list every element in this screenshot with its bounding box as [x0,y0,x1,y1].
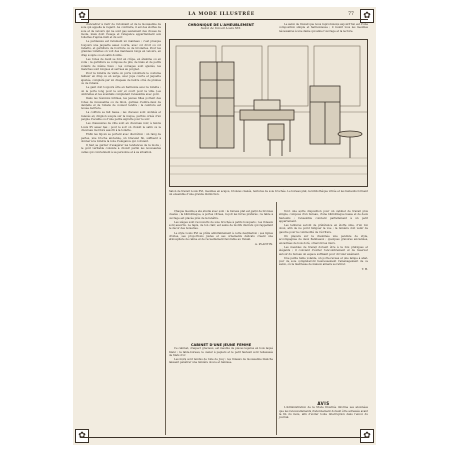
left-paragraph: Pour la toilette de visite on porte volontiers le costume tailleur en drap ou en serge, avec jupe courte et jaquette ajustée, complété par un chapeau de feutre orné de plumes ou de rubans. [81,72,161,86]
left-paragraph: Le gant doit toujours être en harmonie avec la toilette ; on le porte long pour le soir et court pour la ville. Les ombrelles et les éventails complètent l'ensemble avec goût. [81,86,161,96]
article-signature: A. PLANTIN. [254,241,273,246]
article-heading: CHRONIQUE DE L'AMEUBLEMENT [187,23,255,27]
left-paragraph: Dans les réunions intimes, les jeunes filles portent des robes de mousseline ou de linon, garnies d'entre-deux de dentelle et de rubans de couleur tendre ; la ceinture est nouée derrière. [81,97,161,111]
right-column-intro [279,23,368,38]
body-paragraph: Les sièges sont recouverts de soie brochée à petits bouquets ; les rideaux sont assortis. Le tapis, de ton clair, est semé de motifs discrets qui rappellent le décor des boiseries. [169,220,273,231]
left-paragraph: Les chaussures de ville sont en chevreau noir, à talons Louis XV assez bas ; pour le soir on choisit le satin ou le chevreau mordoré assorti à la toilette. [81,122,161,132]
publication-title: LA MODE ILLUSTRÉE [188,11,255,17]
notice-heading: AVIS [317,401,330,406]
left-paragraph: La coiffure se fait basse ; les cheveux sont ondulés et relevés en chignon souple sur la nuque, parfois ornés d'un peigne d'écaille ou d'une petite aigrette pour le soir. [81,111,161,122]
right-signature: T. B. [361,266,368,271]
secondary-article [169,343,273,366]
body-paragraph: Chaque meuble a été étudié avec soin : le bureau plat est garni de bronzes ciselés ; la bibliothèque, à portes vitrées, reçoit les livres préférés ; la table à ouvrage est placée près de la fenêtre. [169,210,273,220]
left-paragraph: d'encadrer à ravir de l'étonnant et de la mousseline de soie qui appelle le regard. Au contraire, il est des étoffes de soie et de velours qui ne sont pas seulement des choses de mode, mais dont l'usage et l'élégance appartiennent aux toilettes d'après-midi et du soir. [81,23,161,40]
illustration-caption: Salon de travail Louis XVI, meubles en acajou, bronzes ciselés, tentures de soie brochée. Le bureau plat, la bibliothèque vitrée et les fauteuils forment un ensemble d'une grande distinction. [169,190,368,197]
intro-paragraph: Le salon de travail que nous reproduisons aujourd'hui est d'une composition simple et harmonieuse ; il réunit tous les meubles nécessaires à une dame qui aime l'ouvrage et la lecture. [279,23,368,33]
magazine-page [73,7,376,445]
footer-rule [81,437,368,438]
column-divider-right [276,202,277,435]
left-paragraph: Il faut se garder d'exagérer les tendances de la mode ; le goût véritable consiste à choisir parmi les nouveautés celles qui conviennent à sa personne et à sa situation. [81,144,161,154]
left-paragraph: Le pardessus est rarement un manteau ; c'est presque toujours une jaquette assez courte, avec col droit ou col rabattu, et garniture de fourrure ou de broderies. Pour les grandes toilettes on voit des manteaux longs en velours, en drap souple ou en satin doublé. [81,40,161,57]
main-article-body [169,210,273,340]
notice-box [279,402,368,420]
right-paragraph: Une petite table volante, un porte-revues et une lampe à abat-jour de soie compléteront heureusement l'aménagement de ce salon, où la maîtresse de maison aimera se retirer. [279,256,368,267]
body-paragraph: Le style Louis XVI se prête admirablement à cette destination ; ses lignes droites, ses proportions justes et ses ornements délicats créent une atmosphère de calme et de recueillement favorable au travail. [169,231,273,242]
main-article-header [169,23,273,33]
page-number: 77 [348,11,354,17]
header-rule [81,19,368,20]
secondary-heading: CABINET D'UNE JEUNE FEMME [190,343,252,347]
secondary-paragraph: Les murs sont tendus de toile de Jouy ; les rideaux de mousseline blanche laissent pénétrer une lumière douce et tamisée. [169,358,273,365]
right-paragraph: Les meubles de travail doivent être à la fois pratiques et élégants ; il convient d'éviter l'encombrement et de réserver autour du bureau un espace suffisant pour circuler aisément. [279,245,368,256]
left-paragraph: Enfin les bijoux se portent avec discrétion : un rang de perles, une broche ancienne, un bracelet fin, suffisent à donner à la toilette la note d'élégance qui convient. [81,133,161,143]
corner-ornament-bottom-right [360,429,374,443]
column-divider-left [165,23,166,435]
article-subheading: Salon de travail Louis XVI. [200,26,242,31]
furniture-illustration [169,39,368,187]
left-paragraph: Les robes de deuil se font en crêpe, en étamine ou en voile ; la garniture se compose de plis, de biais et de petits volants de même tissu ; les corsages sont ajustés, les manches sont longues et serrées au poignet. [81,57,161,71]
right-paragraph: On placera sur la cheminée une pendule de style, accompagnée de deux flambeaux ; quelques gravures anciennes, encadrées de bois doré, orneront les murs. [279,235,368,245]
right-paragraph: Voici une autre disposition pour un cabinet de travail plus simple, composé d'un bureau, d'une bibliothèque basse et de deux fauteuils ; l'ensemble convient parfaitement à un petit appartement. [279,210,368,223]
right-paragraph: Les tentures seront de préférence en étoffe unie, d'un ton doux, afin de ne point fatiguer la vue ; la lumière doit venir de gauche pour la commodité de l'écriture. [279,224,368,234]
right-column-body [279,210,368,322]
page-header [81,10,368,18]
notice-text: L'Administration de la Mode Illustrée informe ses abonnées que les renouvellements d'abonnement doivent être adressés avant la fin du mois, afin d'éviter toute interruption dans l'envoi du journal. [279,406,368,420]
salon-engraving [170,40,367,186]
secondary-paragraph: Ce cabinet, d'aspect gracieux, est meublé de pièces légères en bois laqué blanc ; la table-bureau, le casier à papiers et le petit fauteuil sont rehaussés de filets d'or. [169,347,273,357]
left-column [81,23,161,435]
